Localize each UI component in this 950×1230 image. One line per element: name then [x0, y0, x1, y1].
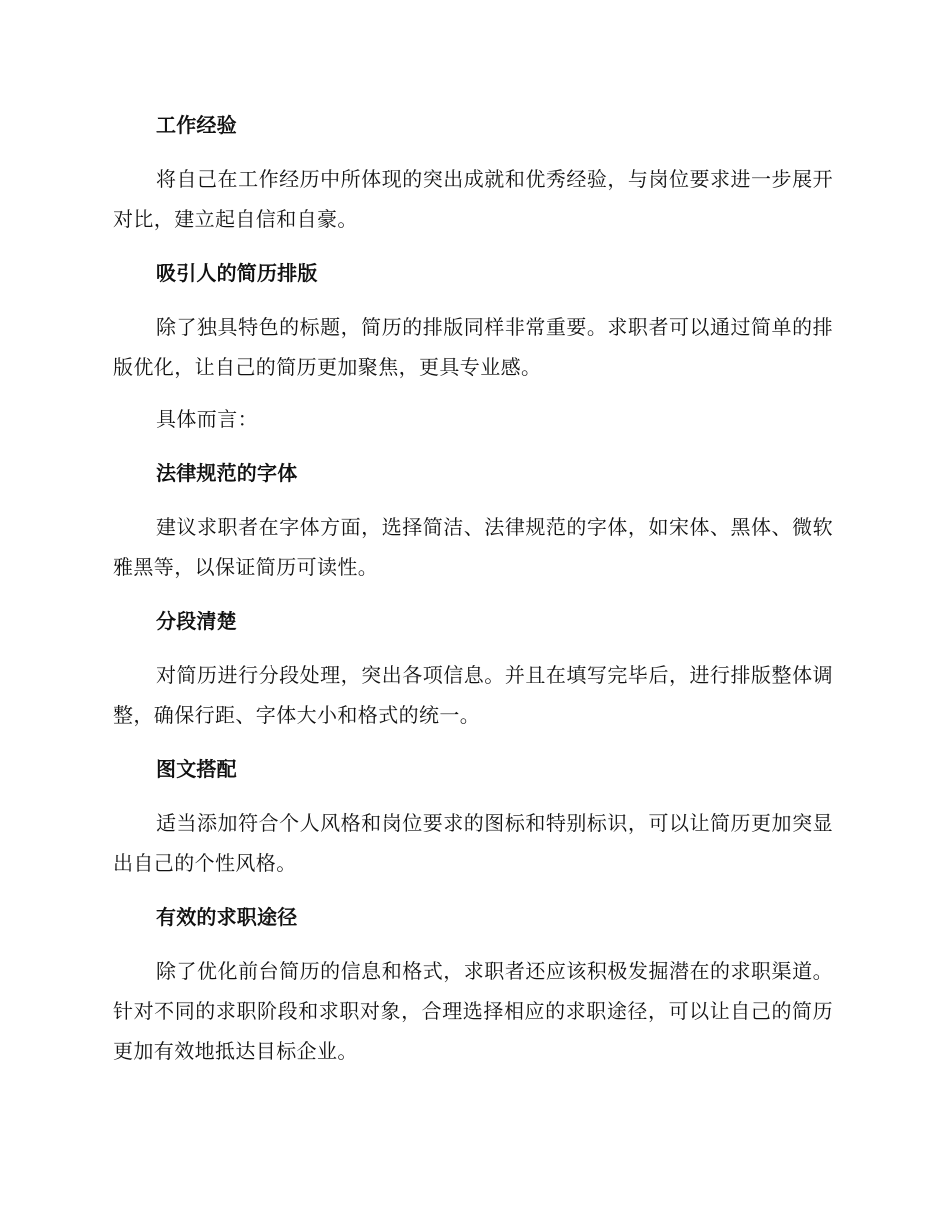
section-heading-fonts: 法律规范的字体 — [156, 461, 298, 485]
section-heading-job-channels: 有效的求职途径 — [156, 905, 298, 929]
paragraph-graphics: 适当添加符合个人风格和岗位要求的图标和特别标识，可以让简历更加突显出自己的个性风格。 — [113, 811, 833, 875]
section-heading-clear-sections: 分段清楚 — [156, 609, 237, 633]
paragraph-job-channels: 除了优化前台简历的信息和格式，求职者还应该积极发掘潜在的求职渠道。针对不同的求职阶段和求职对象，合理选择相应的求职途径，可以让自己的简历更加有效地抵达目标企业。 — [113, 959, 833, 1063]
paragraph-clear-sections: 对简历进行分段处理，突出各项信息。并且在填写完毕后，进行排版整体调整，确保行距、字体大小和格式的统一。 — [113, 663, 833, 727]
paragraph-specifically: 具体而言： — [156, 407, 258, 431]
paragraph-work-experience: 将自己在工作经历中所体现的突出成就和优秀经验，与岗位要求进一步展开对比，建立起自信和自豪。 — [113, 167, 833, 231]
section-heading-work-experience: 工作经验 — [156, 113, 237, 137]
section-heading-graphics: 图文搭配 — [156, 757, 237, 781]
paragraph-fonts: 建议求职者在字体方面，选择简洁、法律规范的字体，如宋体、黑体、微软雅黑等，以保证简历可读性。 — [113, 515, 833, 579]
document-body — [113, 103, 833, 1083]
section-heading-resume-layout: 吸引人的简历排版 — [156, 261, 318, 285]
paragraph-resume-layout: 除了独具特色的标题，简历的排版同样非常重要。求职者可以通过简单的排版优化，让自己的简历更加聚焦，更具专业感。 — [113, 315, 833, 379]
